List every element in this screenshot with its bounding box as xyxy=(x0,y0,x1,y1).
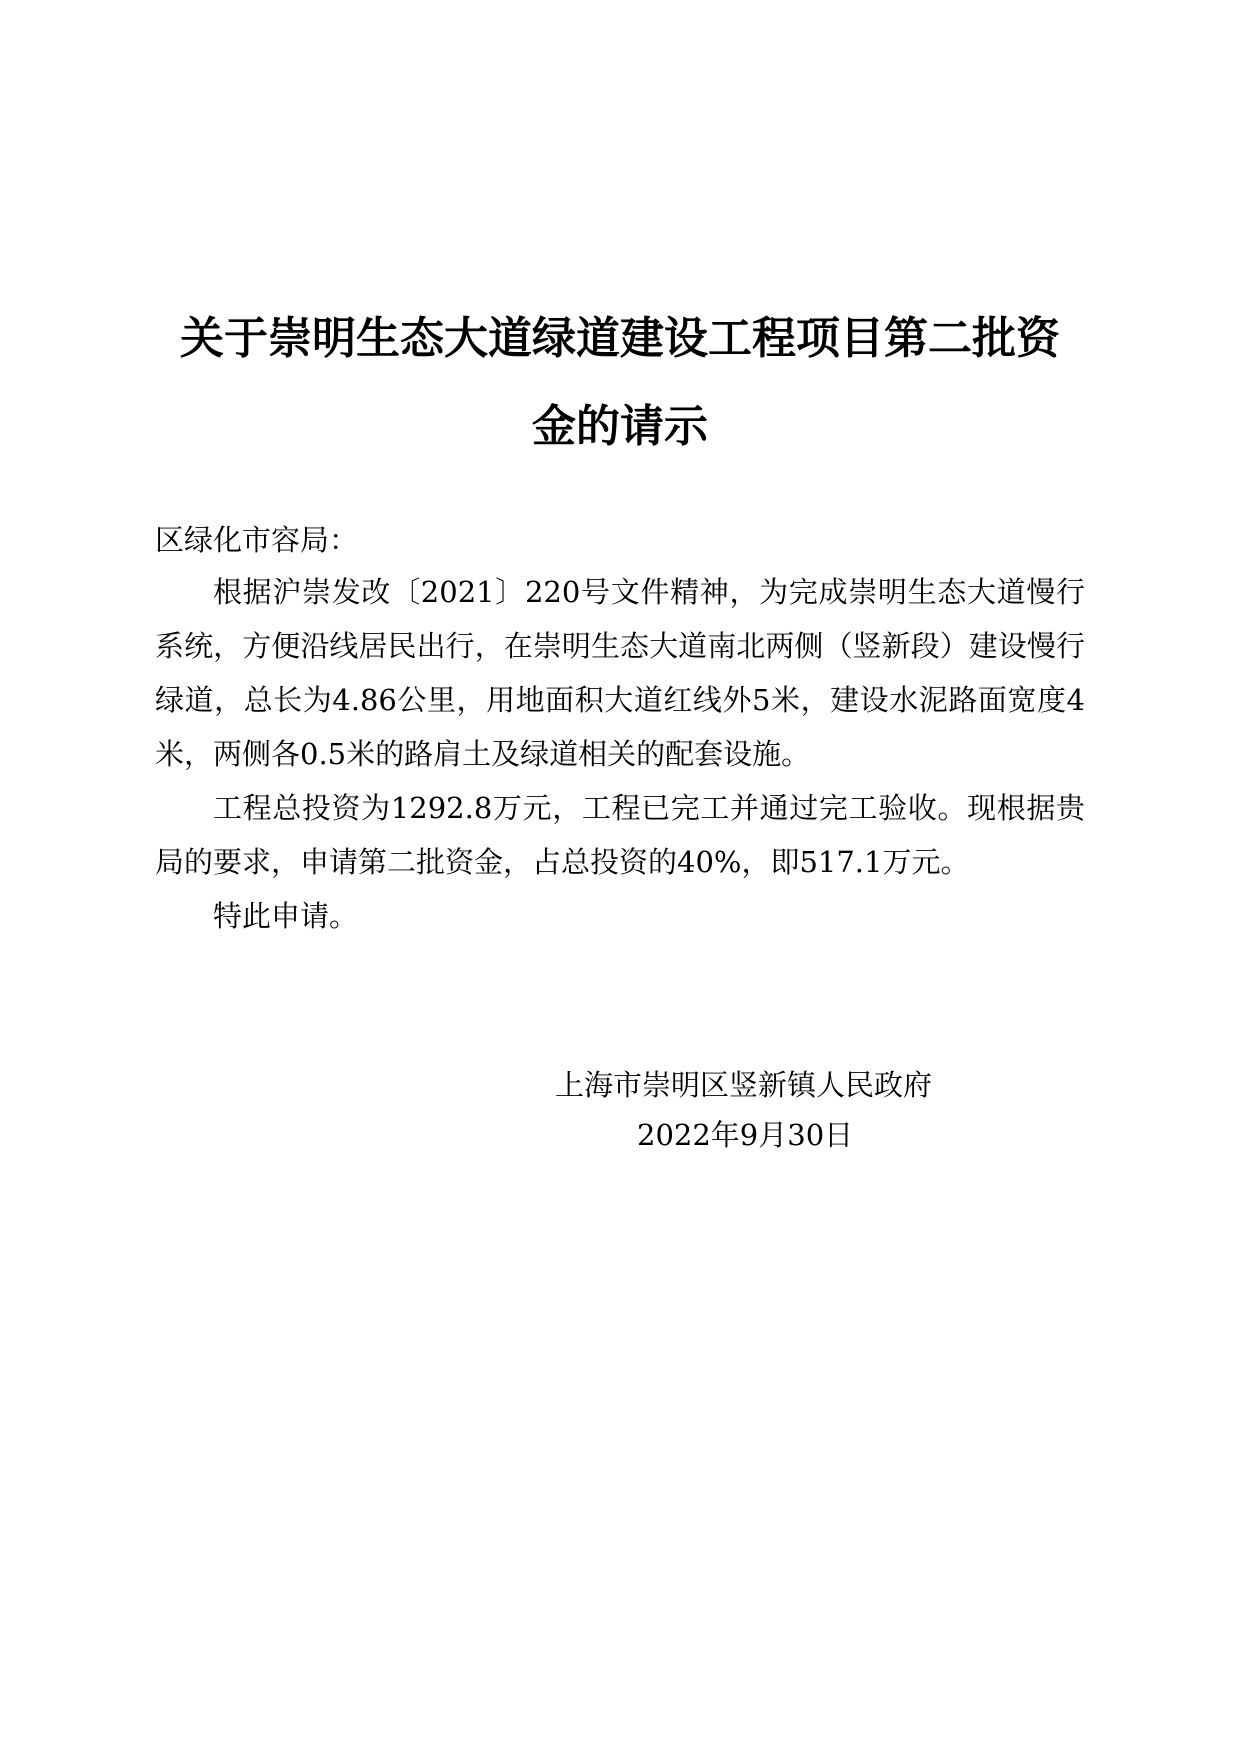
title-line-1: 关于崇明生态大道绿道建设工程项目第二批资 xyxy=(180,313,1060,364)
signature-date: 2022年9月30日 xyxy=(637,1118,854,1152)
signature-organization: 上海市崇明区竖新镇人民政府 xyxy=(555,1068,933,1102)
addressee: 区绿化市容局： xyxy=(155,523,359,557)
document-body xyxy=(155,565,1085,943)
title-line-2: 金的请示 xyxy=(532,401,708,452)
closing-paragraph: 特此申请。 xyxy=(213,899,359,933)
body-paragraph-1: 根据沪崇发改〔2021〕220号文件精神，为完成崇明生态大道慢行系统，方便沿线居民出行，在崇明生态大道南北两侧（竖新段）建设慢行绿道，总长为4.86公里，用地面积大道红线外5米，建设水泥路面宽度4米，两侧各0.5米的路肩土及绿道相关的配套设施。 xyxy=(155,575,1085,771)
signature-block xyxy=(555,1060,995,1160)
body-paragraph-2: 工程总投资为1292.8万元，工程已完工并通过完工验收。现根据贵局的要求，申请第二批资金，占总投资的40%，即517.1万元。 xyxy=(155,791,1085,879)
document-title xyxy=(150,295,1090,471)
